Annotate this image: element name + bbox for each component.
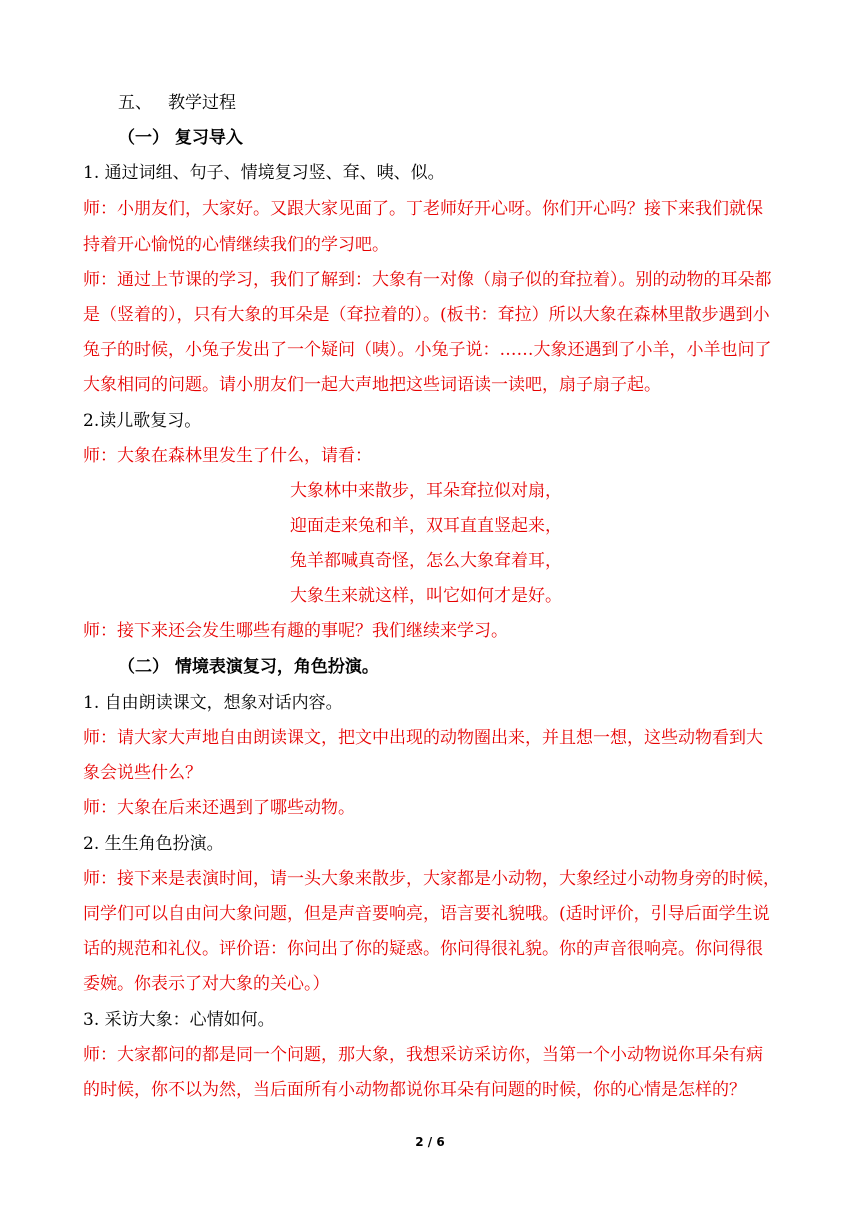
section-heading: [118, 92, 236, 114]
step-2-1: 1. 自由朗读课文，想象对话内容。: [83, 693, 343, 713]
subsection-title-2: （二） 情境表演复习，角色扮演。: [118, 657, 379, 677]
teacher-line: 大象相同的问题。请小朋友们一起大声地把这些词语读一读吧，扇子扇子起。: [83, 375, 661, 395]
section-number: 五、: [118, 93, 152, 113]
teacher-line: 师：接下来是表演时间，请一头大象来散步，大家都是小动物，大象经过小动物身旁的时候，: [83, 869, 780, 889]
teacher-line: 师：接下来还会发生哪些有趣的事呢？我们继续来学习。: [83, 621, 508, 641]
poem-line: 大象生来就这样，叫它如何才是好。: [290, 586, 562, 606]
subsection-title-1: （一） 复习导入: [118, 128, 243, 148]
teacher-line: 象会说些什么？: [83, 763, 202, 783]
teacher-line: 师：小朋友们，大家好。又跟大家见面了。丁老师好开心呀。你们开心吗？接下来我们就保: [83, 199, 763, 219]
teacher-line: 委婉。你表示了对大象的关心。）: [83, 974, 330, 994]
teacher-line: 是（竖着的），只有大象的耳朵是（耷拉着的）。(板书：耷拉）所以大象在森林里散步遇到小: [83, 305, 770, 325]
teacher-line: 师：通过上节课的学习，我们了解到：大象有一对像（扇子似的耷拉着）。别的动物的耳朵都: [83, 270, 772, 290]
teacher-line: 师：大家都问的都是同一个问题，那大象，我想采访采访你，当第一个小动物说你耳朵有病: [83, 1045, 763, 1065]
teacher-line: 师：大象在后来还遇到了哪些动物。: [83, 798, 355, 818]
teacher-line: 同学们可以自由问大象问题，但是声音要响亮，语言要礼貌哦。(适时评价，引导后面学生说: [83, 904, 770, 924]
step-1-1: 1. 通过词组、句子、情境复习竖、耷、咦、似。: [83, 163, 445, 183]
teacher-line: 话的规范和礼仪。评价语：你问出了你的疑惑。你问得很礼貌。你的声音很响亮。你问得很: [83, 939, 763, 959]
teacher-line: 的时候，你不以为然，当后面所有小动物都说你耳朵有问题的时候，你的心情是怎样的？: [83, 1080, 746, 1100]
section-title: 教学过程: [168, 93, 236, 113]
teacher-line: 师：请大家大声地自由朗读课文，把文中出现的动物圈出来，并且想一想，这些动物看到大: [83, 728, 763, 748]
teacher-line: 师：大象在森林里发生了什么，请看：: [83, 446, 372, 466]
teacher-line: 持着开心愉悦的心情继续我们的学习吧。: [83, 235, 389, 255]
poem-line: 迎面走来兔和羊，双耳直直竖起来，: [290, 516, 562, 536]
step-2-2: 2. 生生角色扮演。: [83, 834, 224, 854]
poem-line: 大象林中来散步，耳朵耷拉似对扇，: [290, 481, 562, 501]
teacher-line: 兔子的时候，小兔子发出了一个疑问（咦）。小兔子说：……大象还遇到了小羊，小羊也问了: [83, 340, 772, 360]
step-1-2: 2.读儿歌复习。: [83, 411, 202, 431]
page-number: 2 / 6: [415, 1135, 445, 1149]
step-2-3: 3. 采访大象：心情如何。: [83, 1010, 275, 1030]
poem-line: 兔羊都喊真奇怪，怎么大象耷着耳，: [290, 551, 562, 571]
